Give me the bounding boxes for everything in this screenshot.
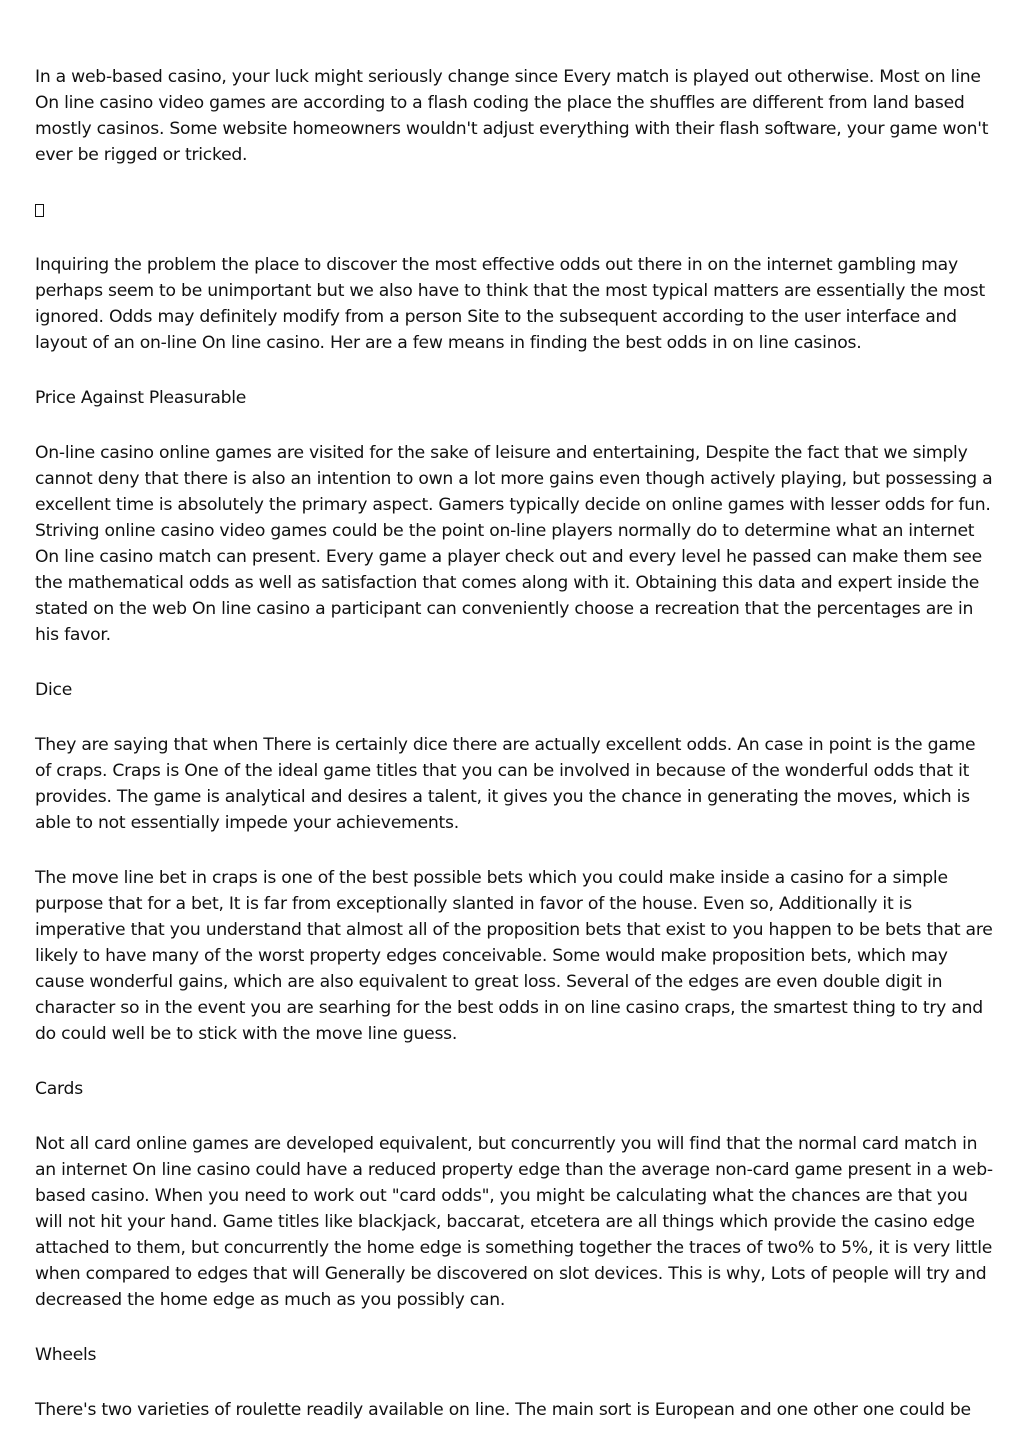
section-heading-wheels: Wheels <box>35 1345 97 1365</box>
paragraph-price: On-line casino online games are visited for the sake of leisure and entertaining, Despite the fact that we simply cannot deny that there is also an intention to own a lot more gains even though actively playing, but possessing a excellent time is absolutely the primary aspect. Gamers typically decide on online games with lesser odds for fun. Striving online casino video games could be the point on-line players normally do to determine what an internet On line casino match can present. Every game a player check out and every level he passed can make them see the mathematical odds as well as satisfaction that comes along with it. Obtaining this data and expert inside the stated on the web On line casino a participant can conveniently choose a recreation that the percentages are in his favor. <box>35 443 993 645</box>
paragraph-craps: The move line bet in craps is one of the best possible bets which you could make inside a casino for a simple purpose that for a bet, It is far from exceptionally slanted in favor of the house. Even so, Additionally it is imperative that you understand that almost all of the proposition bets that exist to you happen to be bets that are likely to have many of the worst property edges conceivable. Some would make proposition bets, which may cause wonderful gains, which are also equivalent to great loss. Several of the edges are even double digit in character so in the event you are searhing for the best odds in on line casino craps, the smartest thing to try and do could well be to stick with the move line guess. <box>35 868 993 1044</box>
missing-glyph-line <box>35 197 995 223</box>
paragraph-cards: Not all card online games are developed equivalent, but concurrently you will find that the normal card match in an internet On line casino could have a reduced property edge than the average non-card game present in a web-based casino. When you need to work out "card odds", you might be calculating what the chances are that you will not hit your hand. Game titles like blackjack, baccarat, etcetera are all things which provide the casino edge attached to them, but concurrently the home edge is something together the traces of two% to 5%, it is very little when compared to edges that will Generally be discovered on slot devices. This is why, Lots of people will try and decreased the home edge as much as you possibly can. <box>35 1134 993 1310</box>
section-heading-cards: Cards <box>35 1079 83 1099</box>
paragraph-intro: In a web-based casino, your luck might seriously change since Every match is played out otherwise. Most on line On line casino video games are according to a flash coding the place the shuffles are different from land based mostly casinos. Some website homeowners wouldn't adjust everything with their flash software, your game won't ever be rigged or tricked. <box>35 67 989 165</box>
missing-glyph-icon <box>35 204 44 217</box>
article-body <box>35 64 995 1452</box>
section-heading-dice: Dice <box>35 680 73 700</box>
paragraph-dice: They are saying that when There is certainly dice there are actually excellent odds. An case in point is the game of craps. Craps is One of the ideal game titles that you can be involved in because of the wonderful odds that it provides. The game is analytical and desires a talent, it gives you the chance in generating the moves, which is able to not essentially impede your achievements. <box>35 735 976 833</box>
paragraph-odds: Inquiring the problem the place to discover the most effective odds out there in on the internet gambling may perhaps seem to be unimportant but we also have to think that the most typical matters are essentially the most ignored. Odds may definitely modify from a person Site to the subsequent according to the user interface and layout of an on-line On line casino. Her are a few means in finding the best odds in on line casinos. <box>35 255 985 353</box>
section-heading-price: Price Against Pleasurable <box>35 388 247 408</box>
paragraph-wheels: There's two varieties of roulette readily available on line. The main sort is European and one other one could be <box>35 1400 971 1420</box>
